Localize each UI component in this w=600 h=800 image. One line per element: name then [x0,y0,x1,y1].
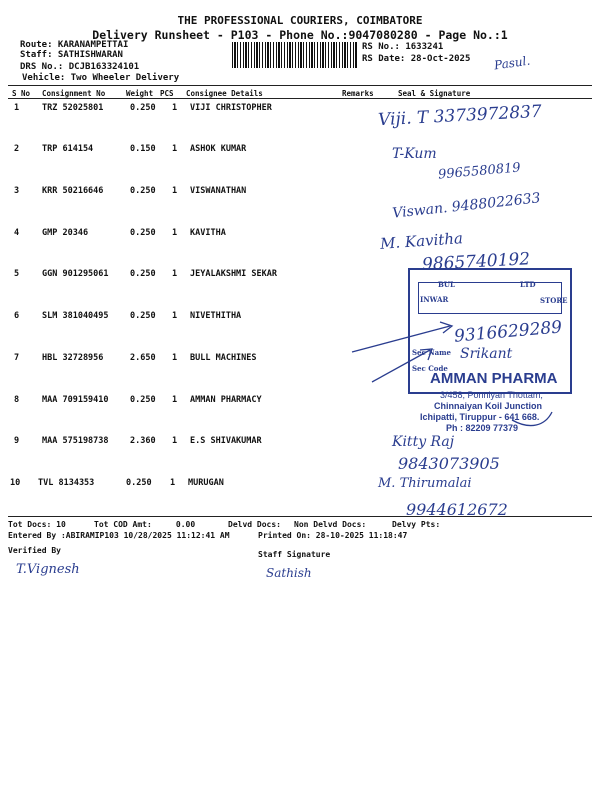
non-delivered-docs: Non Delvd Docs: [294,520,367,529]
col-consignment: Consignment No [42,89,106,98]
row-consignee: MURUGAN [188,478,224,488]
row-consignee: VIJI CHRISTOPHER [190,103,272,113]
row-consignment: MAA 575198738 [42,436,109,446]
verified-by-signature: T.Vignesh [16,562,80,577]
stamp-phone: Ph : 82209 77379 [446,423,519,433]
row-consignee: VISWANATHAN [190,186,247,196]
col-seal: Seal & Signature [398,89,471,98]
stamp-sec-code: Sec Code [412,364,448,373]
entered-by: Entered By :ABIRAMIP103 10/28/2025 11:12:41 AM [8,531,230,540]
row-weight: 0.250 [130,269,156,279]
row-weight: 0.250 [130,186,156,196]
signature-row-1: Viji. T 3373972837 [377,101,543,131]
signature-row-2-name: T-Kum [392,146,437,162]
arrow-row-6 [352,326,450,352]
row-consignee: JEYALAKSHMI SEKAR [190,269,277,279]
row-consignee: BULL MACHINES [190,353,257,363]
row-pcs: 1 [172,269,178,279]
staff-signature-label: Staff Signature [258,550,331,559]
drs-number: DRS No.: DCJB163324101 [20,62,140,72]
signature-row-10-name: M. Thirumalai [378,476,472,491]
row-consignee: NIVETHITHA [190,311,242,321]
row-pcs: 1 [172,228,178,238]
row-pcs: 1 [172,144,178,154]
total-docs: Tot Docs: 10 [8,520,66,529]
row-sno: 10 [10,478,21,488]
signature-row-2-phone: 9965580819 [437,160,522,183]
row-sno: 2 [14,144,20,154]
row-pcs: 1 [172,186,178,196]
footer-rule [8,516,592,517]
delivered-docs: Delvd Docs: [228,520,281,529]
row-consignee: E.S SHIVAKUMAR [190,436,262,446]
col-weight: Weight [126,89,154,98]
col-pcs: PCS [160,89,174,98]
row-sno: 5 [14,269,20,279]
row-consignment: TRZ 52025801 [42,103,104,113]
row-sno: 6 [14,311,20,321]
row-consignment: TVL 8134353 [38,478,95,488]
row-sno: 7 [14,353,20,363]
row-sno: 8 [14,395,20,405]
col-sno: S No [12,89,31,98]
row-pcs: 1 [172,311,178,321]
row-weight: 0.250 [126,478,152,488]
signature-row-7: Srikant [460,346,513,362]
stamp-address-1: 3/458, Ponniyan Thottam, [440,390,543,400]
signature-row-6: 9316629289 [453,317,563,347]
stamp-address-3: Ichipatti, Tiruppur - 641 668. [420,412,540,422]
row-consignment: KRR 50216646 [42,186,104,196]
row-weight: 0.250 [130,311,156,321]
signature-row-4: M. Kavitha [379,229,464,253]
runsheet-subtitle: Delivery Runsheet - P103 - Phone No.:9047080280 - Page No.:1 [92,28,508,42]
stamp-sec-name: Sec Name [412,348,452,357]
row-consignee: AMMAN PHARMACY [190,395,262,405]
row-weight: 0.250 [130,228,156,238]
stamp-ltd: LTD [520,280,536,289]
signature-row-10-phone: 9944612672 [406,500,508,519]
row-weight: 0.150 [130,144,156,154]
row-pcs: 1 [172,395,178,405]
row-consignment: SLM 381040495 [42,311,109,321]
signature-row-9-phone: 9843073905 [398,454,500,473]
row-weight: 0.250 [130,395,156,405]
row-consignment: GMP 20346 [42,228,89,238]
signature-row-3: Viswan. 9488022633 [391,190,542,222]
row-consignee: KAVITHA [190,228,226,238]
stamp-bul: BUL [438,280,455,289]
col-remarks: Remarks [342,89,374,98]
row-consignment: MAA 709159410 [42,395,109,405]
rs-date: RS Date: 28-Oct-2025 [362,54,471,64]
row-consignment: HBL 32728956 [42,353,104,363]
rs-number: RS No.: 1633241 [362,42,444,52]
delivery-points: Delvy Pts: [392,520,441,529]
row-weight: 2.360 [130,436,156,446]
printed-on: Printed On: 28-10-2025 11:18:47 [258,531,408,540]
row-pcs: 1 [172,436,178,446]
row-consignee: ASHOK KUMAR [190,144,247,154]
stamp-name: AMMAN PHARMA [430,370,558,387]
scribble-row-8 [512,412,552,426]
row-pcs: 1 [172,353,178,363]
row-pcs: 1 [172,103,178,113]
verified-by-label: Verified By [8,546,61,555]
company-title: THE PROFESSIONAL COURIERS, COIMBATORE [177,14,423,27]
staff: Staff: SATHISHWARAN [20,50,123,60]
stamp-address-2: Chinnaiyan Koil Junction [434,401,543,411]
arrow-row-7 [372,350,430,382]
total-cod: Tot COD Amt: 0.00 [94,520,196,529]
signature-row-9-name: Kitty Raj [392,434,455,450]
row-sno: 3 [14,186,20,196]
route: Route: KARANAMPETTAI [20,40,129,50]
row-weight: 0.250 [130,103,156,113]
row-consignment: TRP 614154 [42,144,94,154]
stamp-store: STORE [540,296,568,305]
vehicle: Vehicle: Two Wheeler Delivery [22,73,180,83]
row-sno: 9 [14,436,20,446]
row-weight: 2.650 [130,353,156,363]
handwritten-note: Pasul. [493,53,532,73]
row-consignment: GGN 901295061 [42,269,109,279]
row-pcs: 1 [170,478,176,488]
row-sno: 1 [14,103,20,113]
signature-row-5: 9865740192 [421,249,531,275]
col-consignee: Consignee Details [186,89,263,98]
row-sno: 4 [14,228,20,238]
staff-signature: Sathish [266,566,312,580]
stamp-inward: INWAR [420,295,449,304]
